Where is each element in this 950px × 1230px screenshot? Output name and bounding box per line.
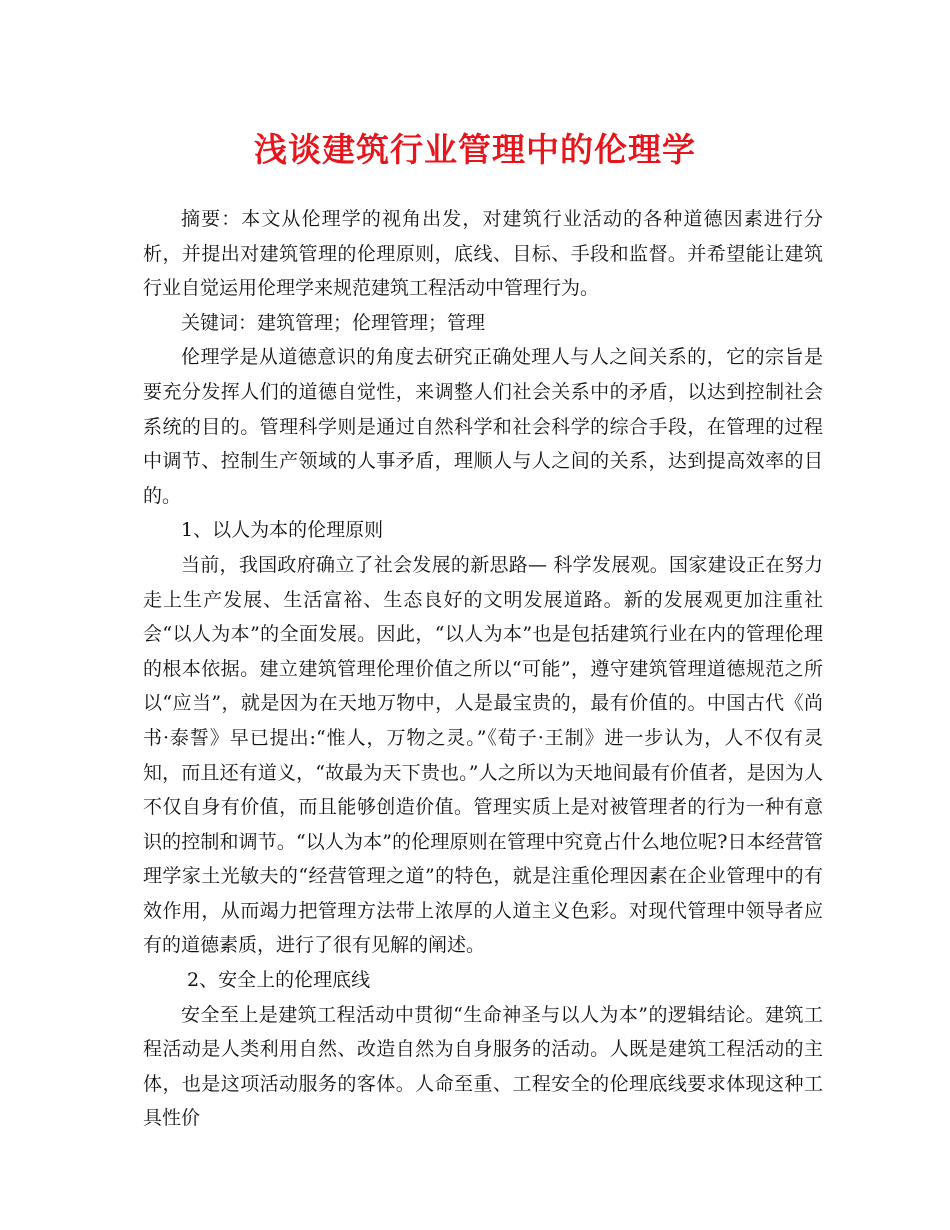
keywords-paragraph: 关键词：建筑管理；伦理管理；管理: [181, 311, 486, 334]
abstract-paragraph: 摘要：本文从伦理学的视角出发，对建筑行业活动的各种道德因素进行分析，并提出对建筑管理的伦理原则，底线、目标、手段和监督。并希望能让建筑行业自觉运用伦理学来规范建筑工程活动中管理行为。: [143, 208, 823, 300]
document-title: 浅谈建筑行业管理中的伦理学: [254, 130, 696, 169]
section2-heading: 2、安全上的伦理底线: [187, 969, 371, 992]
section1-heading: 1、以人为本的伦理原则: [181, 519, 384, 542]
section1-paragraph: 当前，我国政府确立了社会发展的新思路— 科学发展观。国家建设正在努力走上生产发展、生活富裕、生态良好的文明发展道路。新的发展观更加注重社会“以人为本”的全面发展。因此，“以人为本”也是包括建筑行业在内的管理伦理的根本依据。建立建筑管理伦理价值之所以“可能”，遵守建筑管理道德规范之所以“应当”，就是因为在天地万物中，人是最宝贵的，最有价值的。中国古代《尚书·泰誓》早已提出:“惟人，万物之灵。”《荀子·王制》进一步认为，人不仅有灵知，而且还有道义，“故最为天下贵也。”人之所以为天地间最有价值者，是因为人不仅自身有价值，而且能够创造价值。管理实质上是对被管理者的行为一种有意识的控制和调节。“以人为本”的伦理原则在管理中究竟占什么地位呢?日本经营管理学家土光敏夫的“经营管理之道”的特色，就是注重伦理因素在企业管理中的有效作用，从而竭力把管理方法带上浓厚的人道主义色彩。对现代管理中领导者应有的道德素质，进行了很有见解的阐述。: [143, 553, 823, 957]
intro-paragraph: 伦理学是从道德意识的角度去研究正确处理人与人之间关系的，它的宗旨是要充分发挥人们的道德自觉性，来调整人们社会关系中的矛盾，以达到控制社会系统的目的。管理科学则是通过自然科学和社会科学的综合手段，在管理的过程中调节、控制生产领域的人事矛盾，理顺人与人之间的关系，达到提高效率的目的。: [143, 346, 823, 507]
document-body: [143, 202, 823, 1136]
section2-paragraph: 安全至上是建筑工程活动中贯彻“生命神圣与以人为本”的逻辑结论。建筑工程活动是人类利用自然、改造自然为自身服务的活动。人既是建筑工程活动的主体，也是这项活动服务的客体。人命至重、工程安全的伦理底线要求体现这种工具性价: [143, 1003, 823, 1130]
